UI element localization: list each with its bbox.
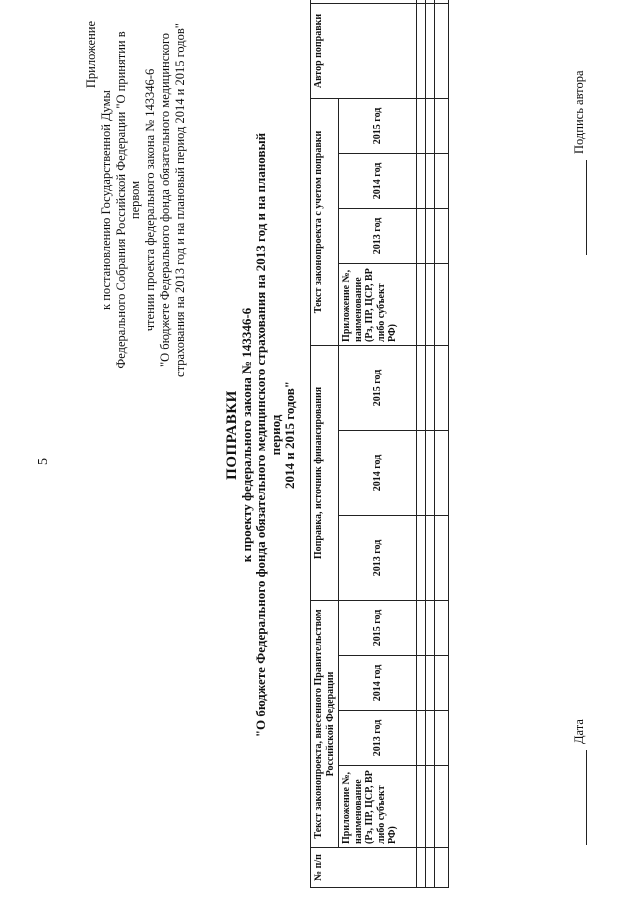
appendix-line: к постановлению Государственной Думы <box>98 90 113 310</box>
author-label: Подпись автора <box>572 70 586 154</box>
appendix-line: Федерального Собрания Российской Федерации "О принятии в первом <box>113 31 143 369</box>
date-label: Дата <box>572 719 586 744</box>
header-year: 2015 год <box>339 98 417 153</box>
date-signature <box>572 719 587 845</box>
table-row <box>417 0 426 888</box>
header-year: 2014 год <box>339 153 417 208</box>
header-year: 2015 год <box>339 600 417 655</box>
table-row <box>435 0 449 888</box>
header-year: 2013 год <box>339 711 417 766</box>
table-header-row <box>311 0 339 888</box>
header-amendment: Поправка, источник финансирования <box>311 345 339 600</box>
amendments-table <box>310 0 449 888</box>
header-year: 2015 год <box>339 345 417 430</box>
header-amended-text: Текст законопроекта с учетом поправки <box>311 98 339 345</box>
header-appendix: Приложение №, наименование (Рз, ПР, ЦСР, ВР либо субъект РФ) <box>339 766 417 848</box>
header-year: 2013 год <box>339 515 417 600</box>
table-row <box>426 0 435 888</box>
header-year: 2014 год <box>339 430 417 515</box>
header-result <box>311 0 417 3</box>
appendix-line: страхования на 2013 год и на плановый период 2014 и 2015 годов" <box>172 23 187 377</box>
author-line <box>586 160 587 255</box>
appendix-line: чтении проекта федерального закона № 143346-6 <box>143 68 158 332</box>
appendix-title: Приложение <box>84 21 98 89</box>
heading-line: 2014 и 2015 годов" <box>282 381 297 489</box>
table-subheader-row <box>339 0 417 888</box>
header-year: 2014 год <box>339 656 417 711</box>
date-line <box>586 750 587 845</box>
appendix-line: "О бюджете Федерального фонда обязательного медицинского <box>157 32 172 368</box>
appendix-block <box>84 15 188 385</box>
heading-line: "О бюджете Федерального фонда обязательного медицинского страхования на 2013 год и на плановый период <box>253 132 283 738</box>
heading-line: к проекту федерального закона № 143346-6 <box>238 307 254 563</box>
header-appendix: Приложение №, наименование (Рз, ПР, ЦСР, ВР либо субъект РФ) <box>339 263 417 345</box>
author-signature <box>572 70 587 255</box>
document-heading <box>225 125 298 745</box>
heading-title: ПОПРАВКИ <box>224 390 240 480</box>
header-author: Автор поправки <box>311 3 417 98</box>
page-number: 5 <box>36 458 51 465</box>
header-year: 2013 год <box>339 208 417 263</box>
header-number: № п/п <box>311 848 417 888</box>
header-government-text: Текст законопроекта, внесенного Правительством Российской Федерации <box>311 600 339 847</box>
